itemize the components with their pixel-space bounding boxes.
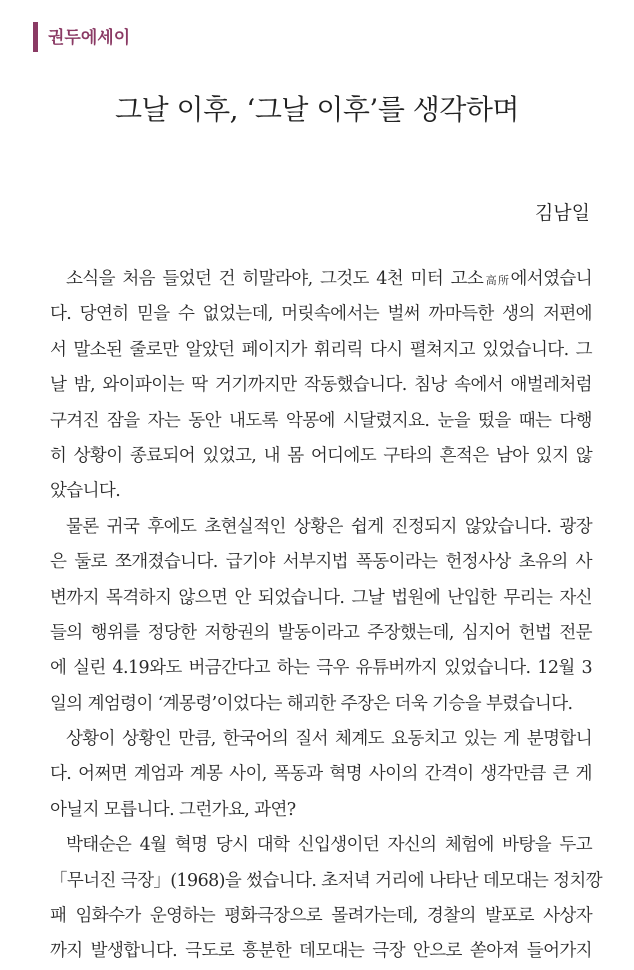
text-line xyxy=(50,581,592,616)
text-segment: 았습니다. xyxy=(50,481,121,502)
text-line xyxy=(50,474,592,509)
text-segment: 히 상황이 종료되어 있었고, 내 몸 어디에도 구타의 흔적은 남아 있지 않 xyxy=(50,445,592,466)
article-title: 그날 이후, ‘그날 이후’를 생각하며 xyxy=(115,93,519,126)
text-segment: 서 말소된 줄로만 알았던 페이지가 휘리릭 다시 펼쳐지고 있었습니다. 그 xyxy=(50,339,592,360)
text-line xyxy=(50,545,592,580)
text-segment: 일의 계엄령이 ‘계몽령’이었다는 해괴한 주장은 더욱 기승을 부렸습니다. xyxy=(50,693,573,714)
text-segment: 패 임화수가 운영하는 평화극장으로 몰려가는데, 경찰의 발포로 사상자 xyxy=(50,906,592,927)
section-label: 권두에세이 xyxy=(33,22,130,52)
text-line xyxy=(50,651,592,686)
text-segment: 까지 발생합니다. 극도로 흥분한 데모대는 극장 안으로 쏟아져 들어가지 xyxy=(50,941,592,962)
text-segment: 은 둘로 쪼개졌습니다. 급기야 서부지법 폭동이라는 헌정사상 초유의 사 xyxy=(50,552,592,573)
text-segment: 물론 귀국 후에도 초현실적인 상황은 쉽게 진정되지 않았습니다. 광장 xyxy=(66,516,592,537)
text-segment: 다. 어쩌면 계엄과 계몽 사이, 폭동과 혁명 사이의 간격이 생각만큼 큰 게 xyxy=(50,764,592,785)
text-line xyxy=(50,333,592,368)
text-line xyxy=(50,510,592,545)
text-segment: 에 실린 4.19와도 버금간다고 하는 극우 유튜버까지 있었습니다. 12월 3 xyxy=(50,658,592,679)
text-line xyxy=(50,404,592,439)
text-segment: 에서였습니 xyxy=(510,269,592,289)
text-segment: 박태순은 4월 혁명 당시 대학 신입생이던 자신의 체험에 바탕을 두고 xyxy=(66,835,592,856)
text-segment: 구겨진 잠을 자는 동안 내도록 악몽에 시달렸지요. 눈을 떴을 때는 다행 xyxy=(50,410,592,431)
text-line xyxy=(50,262,592,297)
article-body xyxy=(50,262,603,970)
text-segment: 「무너진 극장」(1968)을 썼습니다. 초저녁 거리에 나타난 데모대는 정치깡 xyxy=(50,870,603,891)
text-line xyxy=(50,687,592,722)
text-line xyxy=(50,616,592,651)
text-segment: 다. 당연히 믿을 수 없었는데, 머릿속에서는 벌써 까마득한 생의 저편에 xyxy=(50,304,592,325)
text-line xyxy=(50,297,592,332)
text-line xyxy=(50,368,592,403)
paragraph xyxy=(50,722,592,828)
text-segment: 들의 행위를 정당한 저항권의 발동이라고 주장했는데, 심지어 헌법 전문 xyxy=(50,622,592,643)
text-segment: 아닐지 모릅니다. 그런가요, 과연? xyxy=(50,799,296,820)
paragraph xyxy=(50,510,592,722)
author-name: 김남일 xyxy=(534,202,590,224)
text-line xyxy=(50,439,592,474)
text-segment: 변까지 목격하지 않으면 안 되었습니다. 그날 법원에 난입한 무리는 자신 xyxy=(50,587,592,608)
text-segment: 소식을 처음 들었던 건 히말라야, 그것도 4천 미터 고소 xyxy=(66,269,484,289)
text-line xyxy=(50,793,592,828)
paragraph xyxy=(50,828,603,970)
text-line xyxy=(50,934,592,969)
text-segment: 날 밤, 와이파이는 딱 거기까지만 작동했습니다. 침낭 속에서 애벌레처럼 xyxy=(50,375,592,396)
text-line xyxy=(50,828,592,863)
text-segment: 상황이 상황인 만큼, 한국어의 질서 체계도 요동치고 있는 게 분명합니 xyxy=(66,729,592,750)
paragraph xyxy=(50,262,592,510)
hanja-annotation: 高所 xyxy=(483,274,511,287)
text-line xyxy=(50,722,592,757)
text-line xyxy=(50,864,603,899)
text-line xyxy=(50,757,592,792)
text-line xyxy=(50,899,592,934)
